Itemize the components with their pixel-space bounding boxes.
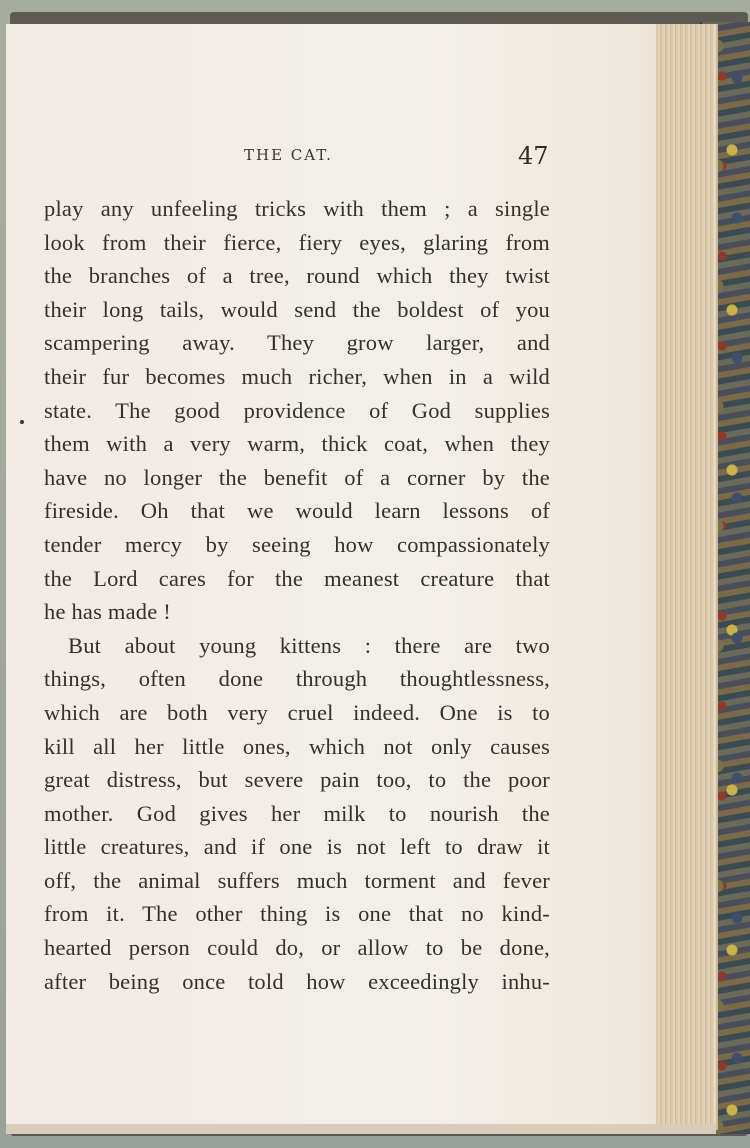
- text-line: fireside. Oh that we would learn lessons of: [44, 498, 550, 524]
- text-line: from it. The other thing is one that no kind-: [44, 901, 550, 927]
- text-line: the branches of a tree, round which they twist: [44, 263, 550, 289]
- text-line-paragraph-start: But about young kittens : there are two: [68, 632, 550, 658]
- page-fore-edge: [656, 24, 714, 1130]
- text-line: scampering away. They grow larger, and: [44, 330, 550, 356]
- text-line: have no longer the benefit of a corner by the: [44, 464, 550, 490]
- text-line: great distress, but severe pain too, to the poor: [44, 767, 550, 793]
- text-line: look from their fierce, fiery eyes, glaring from: [44, 229, 550, 255]
- text-line: things, often done through thoughtlessness,: [44, 666, 550, 692]
- text-line: hearted person could do, or allow to be done,: [44, 935, 550, 961]
- text-line: their long tails, would send the boldest of you: [44, 296, 550, 322]
- text-line: them with a very warm, thick coat, when they: [44, 431, 550, 457]
- ink-speck: [20, 420, 24, 424]
- body-text: [44, 192, 550, 998]
- page-bottom-edge: [6, 1124, 716, 1134]
- text-line: which are both very cruel indeed. One is to: [44, 699, 550, 725]
- text-line-paragraph-end: he has made !: [44, 599, 171, 625]
- page-number: 47: [518, 142, 549, 170]
- text-line: off, the animal suffers much torment and fever: [44, 867, 550, 893]
- running-head: [6, 142, 716, 172]
- text-line: kill all her little ones, which not only causes: [44, 733, 550, 759]
- text-line: their fur becomes much richer, when in a wild: [44, 363, 550, 389]
- text-line: the Lord cares for the meanest creature that: [44, 565, 550, 591]
- text-line: state. The good providence of God supplies: [44, 397, 550, 423]
- text-line: play any unfeeling tricks with them ; a single: [44, 196, 550, 221]
- text-line: mother. God gives her milk to nourish the: [44, 800, 550, 826]
- text-line: after being once told how exceedingly inhu-: [44, 968, 550, 994]
- text-line: little creatures, and if one is not left to draw it: [44, 834, 550, 860]
- book-page: [6, 24, 716, 1130]
- running-head-title: THE CAT.: [244, 146, 333, 164]
- text-line: tender mercy by seeing how compassionately: [44, 531, 550, 557]
